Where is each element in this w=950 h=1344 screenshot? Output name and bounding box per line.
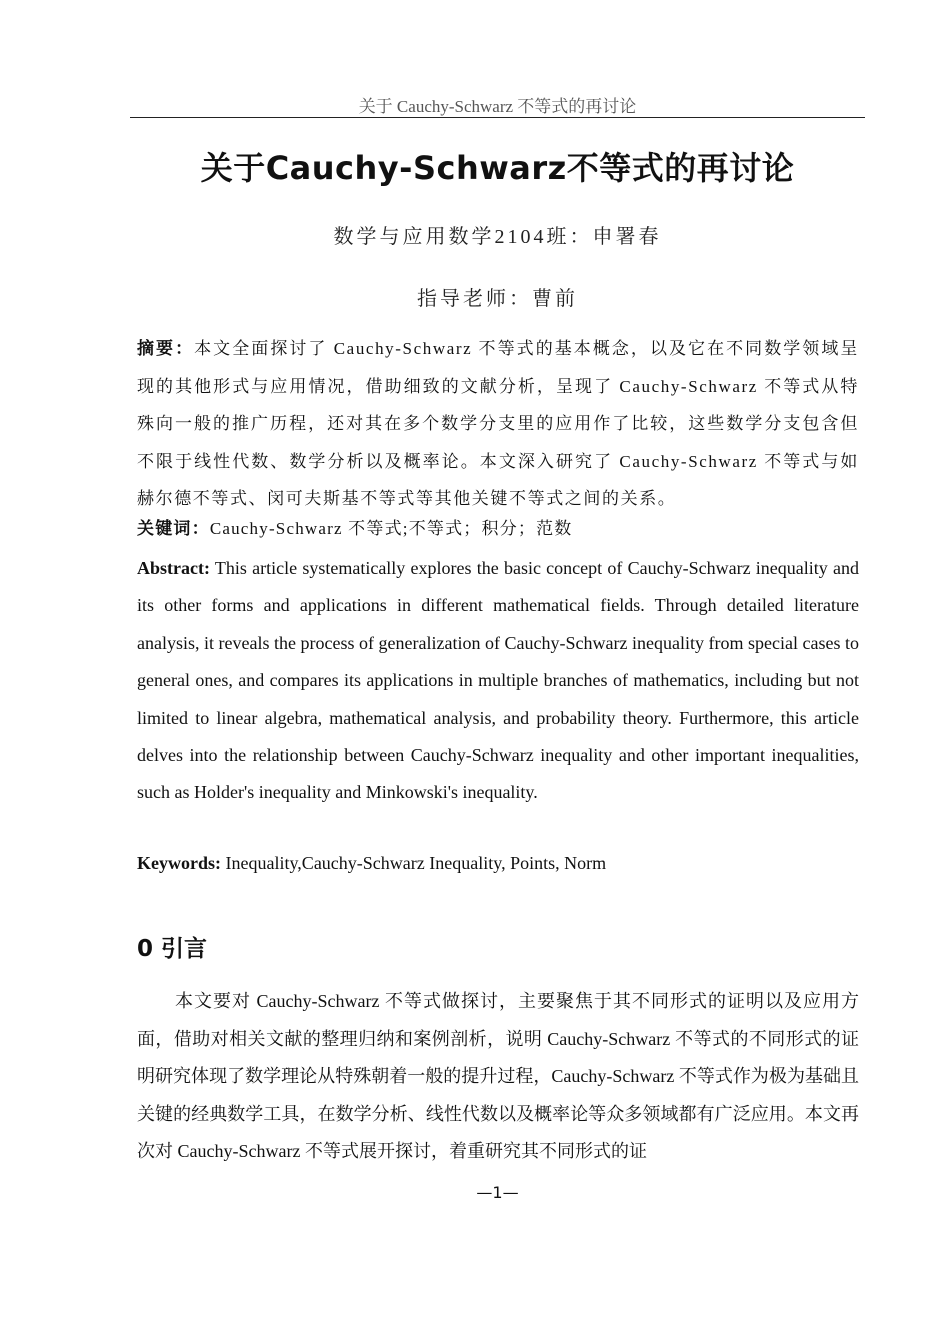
section-heading: 0 引言 [137, 936, 208, 962]
intro-paragraph: 本文要对 Cauchy-Schwarz 不等式做探讨，主要聚焦于其不同形式的证明以及应用方面，借助对相关文献的整理归纳和案例剖析，说明 Cauchy-Schwarz 不等式的不同形式的证明研究体现了数学理论从特殊朝着一般的提升过程，Cauchy-Schwarz 不等式作为极为基础且关键的经典数学工具，在数学分析、线性代数以及概率论等众多领域都有广泛应用。本文再次对 Cauchy-Schwarz 不等式展开探讨，着重研究其不同形式的证 [137, 991, 859, 1161]
running-header: 关于 Cauchy-Schwarz 不等式的再讨论 [358, 97, 637, 116]
english-abstract-label: Abstract: [137, 558, 210, 578]
advisor-line: 指导老师：曹前 [417, 288, 578, 310]
english-abstract-text: This article systematically explores the basic concept of Cauchy-Schwarz inequality and its other forms and applications in different mathematical fields. Through detailed literature analysis, it reveals the process of generalization of Cauchy-Schwarz inequality from special cases to general ones, and compares its applications in multiple branches of mathematics, including but not limited to linear algebra, mathematical analysis, and probability theory. Furthermore, this article delves into the relationship between Cauchy-Schwarz inequality and other important inequalities, such as Holder's inequality and Minkowski's inequality. [137, 558, 859, 803]
english-abstract [137, 550, 859, 812]
english-keywords-text: Inequality,Cauchy-Schwarz Inequality, Points, Norm [225, 853, 607, 873]
english-keywords [137, 848, 859, 878]
chinese-keywords-text: Cauchy-Schwarz 不等式;不等式；积分；范数 [209, 519, 573, 538]
english-keywords-label: Keywords: [137, 853, 221, 873]
chinese-abstract-text: 本文全面探讨了 Cauchy-Schwarz 不等式的基本概念，以及它在不同数学领域呈现的其他形式与应用情况，借助细致的文献分析，呈现了 Cauchy-Schwarz 不等式从特殊向一般的推广历程，还对其在多个数学分支里的应用作了比较，这些数学分支包含但不限于线性代数、数学分析以及概率论。本文深入研究了 Cauchy-Schwarz 不等式与如赫尔德不等式、闵可夫斯基不等式等其他关键不等式之间的关系。 [137, 339, 859, 508]
paper-title: 关于Cauchy-Schwarz不等式的再讨论 [200, 149, 795, 187]
header-divider [130, 117, 865, 118]
chinese-abstract-label: 摘要： [137, 339, 195, 358]
chinese-abstract [137, 330, 859, 518]
chinese-keywords [137, 514, 859, 544]
page-number: —1— [476, 1183, 519, 1202]
author-line: 数学与应用数学2104班：申署春 [333, 226, 662, 248]
chinese-keywords-label: 关键词： [137, 519, 210, 538]
